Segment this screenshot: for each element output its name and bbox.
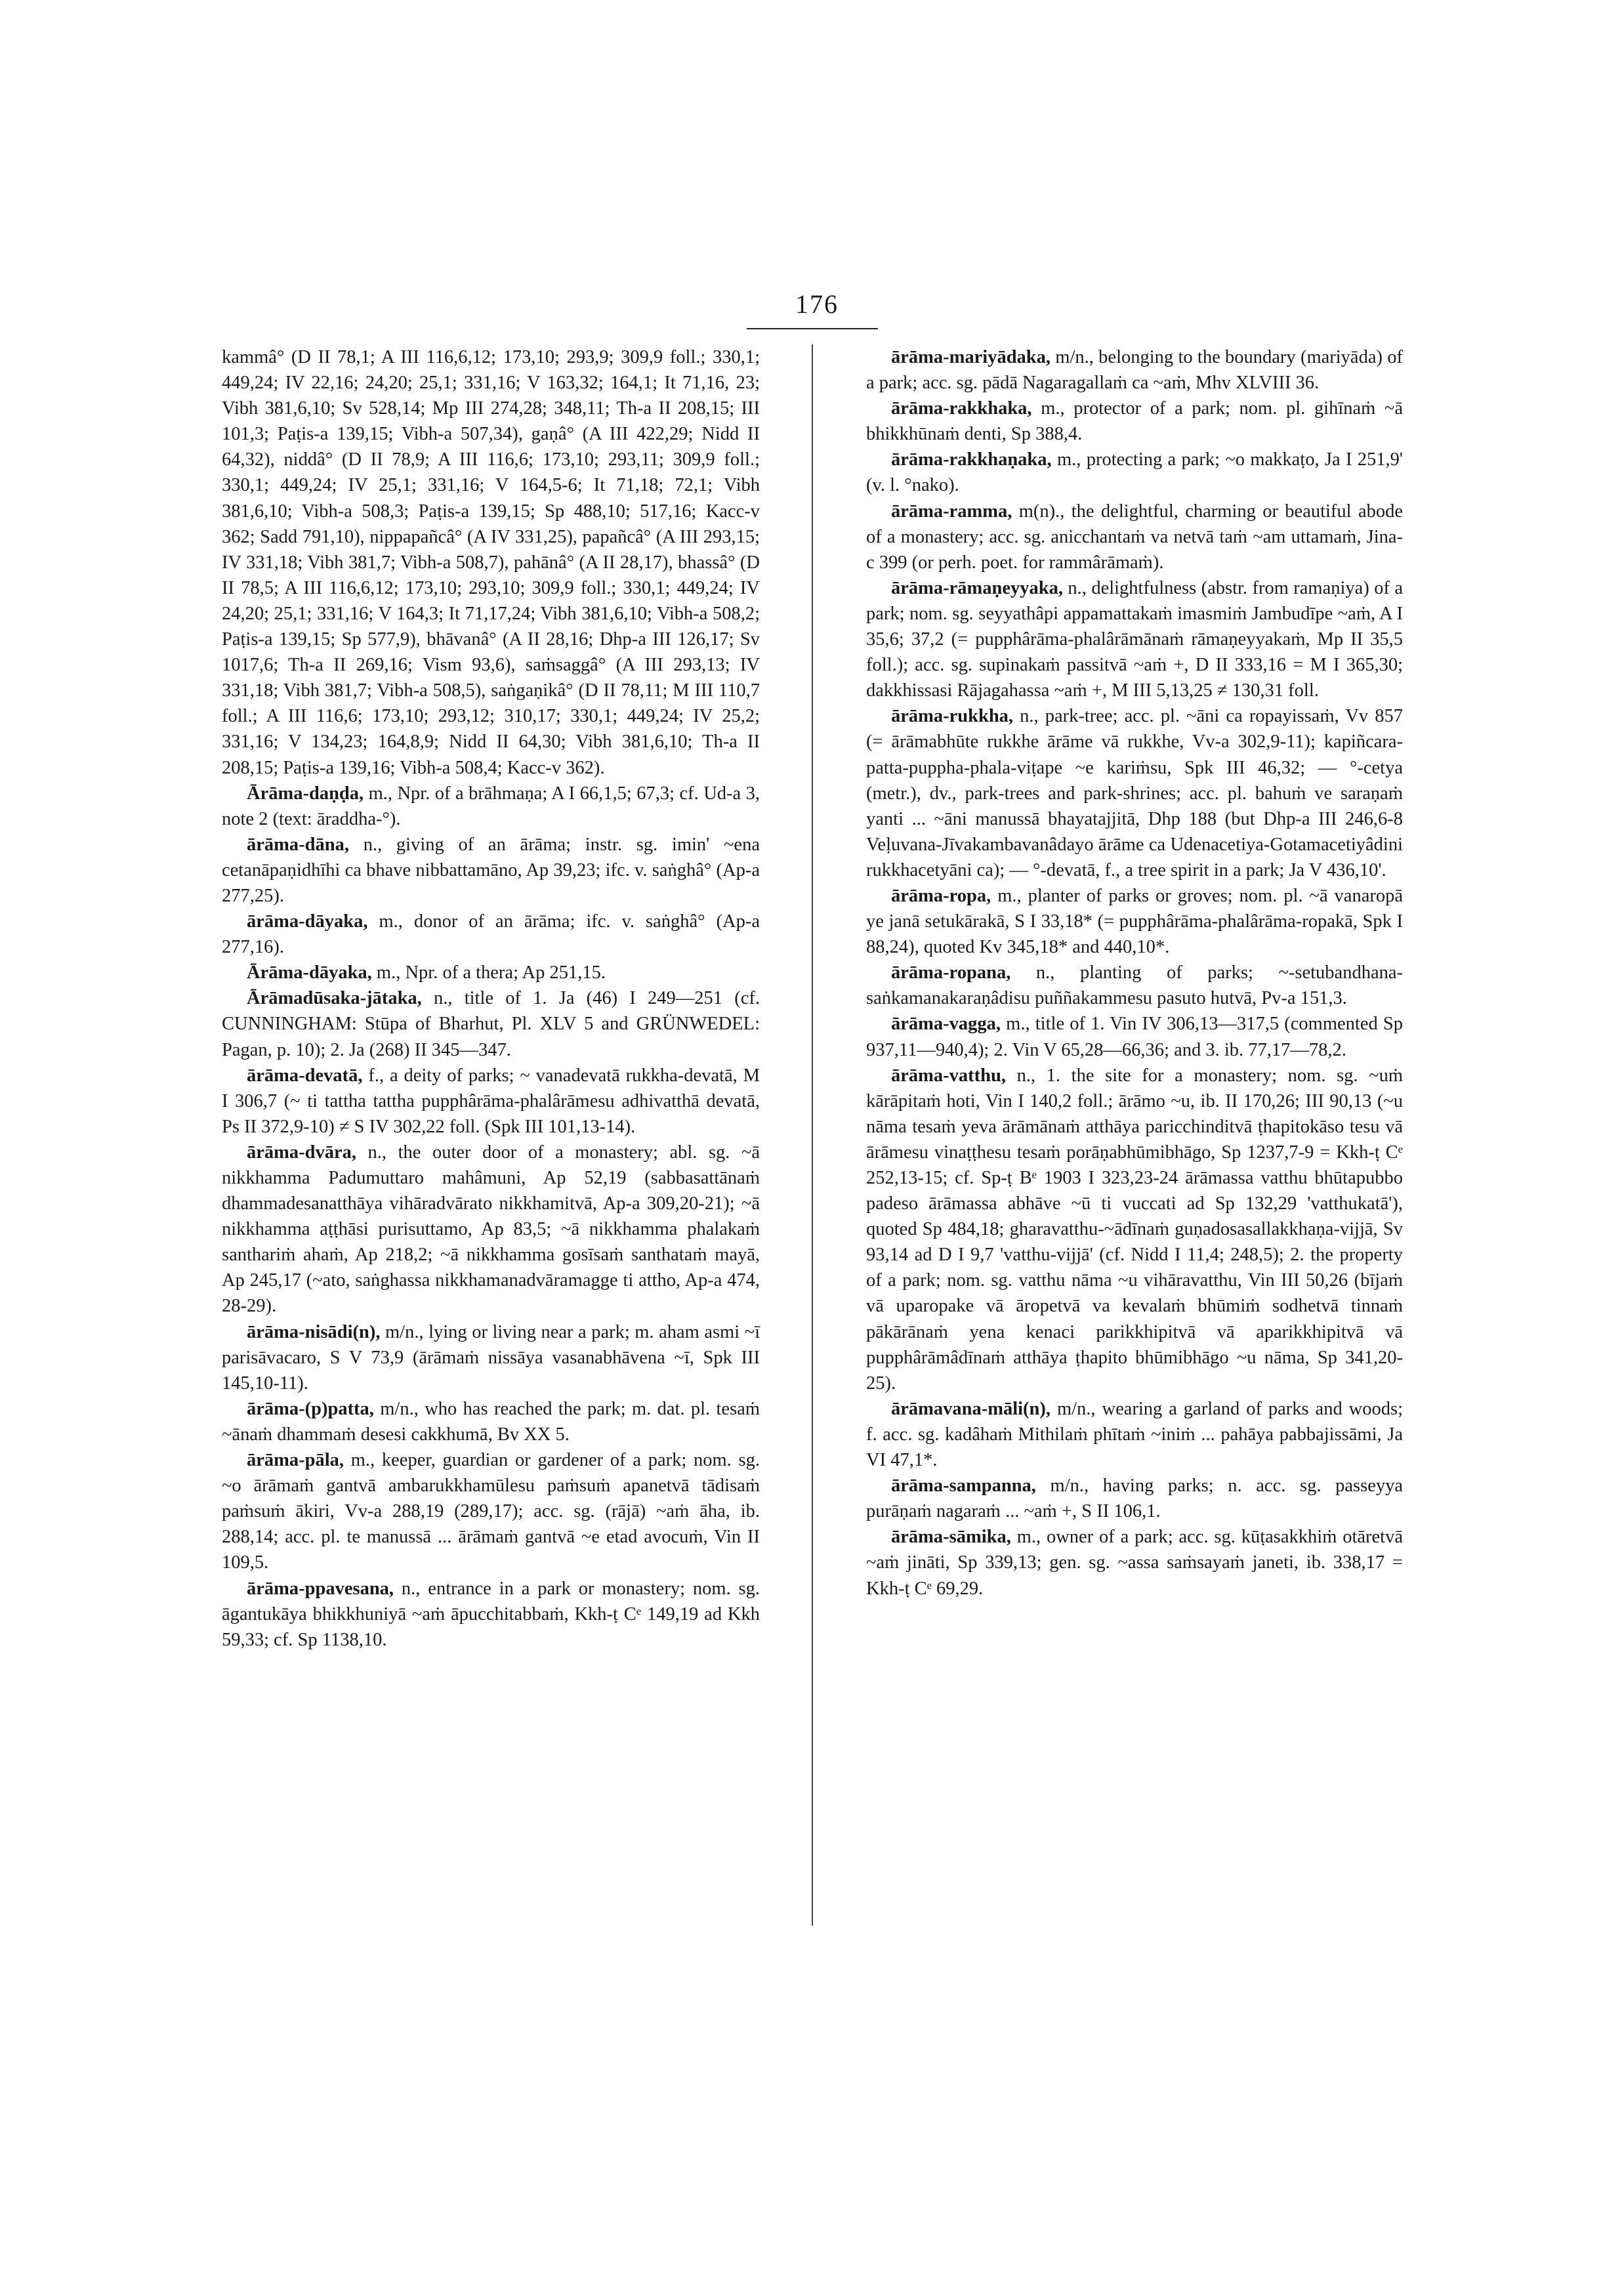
entry-body: m., title of 1. Vin IV 306,13—317,5 (commented Sp 937,11—940,4); 2. Vin V 65,28—66,36; and 3. ib. 77,17—78,2.: [866, 1014, 1403, 1060]
entry-body: n., entrance in a park or monastery; nom. sg. āgantukāya bhikkhuniyā ~aṁ āpucchitabbaṁ, Kkh-ṭ Cᵉ 149,19 ad Kkh 59,33; cf. Sp 1138,10.: [222, 1578, 760, 1650]
entry-body: m/n., having parks; n. acc. sg. passeyya purāṇaṁ nagaraṁ ... ~aṁ +, S II 106,1.: [866, 1476, 1403, 1522]
column-divider: [812, 344, 813, 1926]
dictionary-entry: [866, 344, 1403, 396]
dictionary-entry: [222, 1063, 760, 1140]
dictionary-entry: [866, 1396, 1403, 1473]
dictionary-entry: [866, 1524, 1403, 1601]
entry-headword: ārāmavana-māli(n),: [891, 1398, 1051, 1419]
entry-headword: ārāma-vatthu,: [891, 1065, 1006, 1086]
dictionary-entry: [866, 1011, 1403, 1062]
entry-headword: ārāma-pāla,: [247, 1450, 344, 1471]
entry-headword: ārāma-sampanna,: [891, 1476, 1036, 1497]
entry-headword: ārāma-rakkhaṇaka,: [891, 449, 1052, 470]
entry-headword: ārāma-ropa,: [891, 885, 991, 906]
dictionary-entry: [866, 703, 1403, 883]
dictionary-entry: [866, 1473, 1403, 1524]
dictionary-entry: [866, 960, 1403, 1011]
entry-body: n., 1. the site for a monastery; nom. sg. ~uṁ kārāpitaṁ hoti, Vin I 140,2 foll.; ārāmo ~u, ib. II 170,26; III 90,13 (~u nāma tesaṁ yeva ārāmānaṁ atthāya paricchinditvā ṭhapitokāso tesu vā ārāmesu vinaṭṭhesu tesaṁ porāṇabhūmibhāgo, Sp 1237,7-9 = Kkh-ṭ Cᵉ 252,13-15; cf. Sp-ṭ Bᵉ 1903 I 323,23-24 ārāmassa vatthu bhūtapubbo padeso ārāmassa abhāve ~ū ti vuccati ad Sp 132,29 'vatthukatā'), quoted Sp 484,18; gharavatthu-~ādīnaṁ guṇadosasallakkhaṇa-vijjā, Sv 93,14 ad D I 9,7 'vatthu-vijjā' (cf. Nidd I 11,4; 248,5); 2. the property of a park; nom. sg. vatthu nāma ~u vihāravatthu, Vin III 50,26 (bījaṁ vā uparopake vā āropetvā va kevalaṁ bhūmiṁ sodhetvā tinnaṁ pākārānaṁ yena kenaci parikkhipitvā vā aparikkhipitvā vā pupphârāmâdīnaṁ atthāya ṭhapito bhūmibhāgo ~u nāma, Sp 341,20-25).: [866, 1065, 1403, 1394]
entry-headword: ārāma-dāna,: [247, 834, 349, 855]
page-number: 176: [795, 289, 839, 319]
dictionary-entry: [222, 1576, 760, 1653]
entry-headword: ārāma-vagga,: [891, 1014, 1001, 1035]
right-column: [866, 344, 1403, 1602]
entry-body: m(n)., the delightful, charming or beautiful abode of a monastery; acc. sg. anicchantaṁ va netvā taṁ ~am uttamaṁ, Jina-c 399 (or perh. poet. for rammârāmaṁ).: [866, 501, 1403, 573]
entry-body: n., the outer door of a monastery; abl. sg. ~ā nikkhamma Padumuttaro mahâmuni, Ap 52,19 (sabbasattānaṁ dhammadesanatthāya vihāradvārato nikkhamitvā, Ap-a 309,20-21); ~ā nikkhamma aṭṭhāsi purisuttamo, Ap 83,5; ~ā nikkhamma phalakaṁ santhariṁ ahaṁ, Ap 218,2; ~ā nikkhamma gosīsaṁ santhataṁ mayā, Ap 245,17 (~ato, saṅghassa nikkhamanadvāramagge ti attho, Ap-a 474, 28-29).: [222, 1142, 760, 1317]
entry-headword: ārāma-sāmika,: [891, 1527, 1011, 1548]
entry-headword: Ārāmadūsaka-jātaka,: [247, 988, 422, 1009]
entry-body: m., protector of a park; nom. pl. gihīnaṁ ~ā bhikkhūnaṁ denti, Sp 388,4.: [866, 398, 1403, 445]
dictionary-entry: [222, 832, 760, 909]
entry-body: m., protecting a park; ~o makkaṭo, Ja I 251,9' (v. l. °nako).: [866, 449, 1403, 496]
entry-headword: ārāma-ppavesana,: [247, 1578, 394, 1599]
entry-body: m., donor of an ārāma; ifc. v. saṅghâ° (Ap-a 277,16).: [222, 911, 760, 958]
entry-body: m/n., wearing a garland of parks and woods; f. acc. sg. kadâhaṁ Mithilaṁ phītaṁ ~iniṁ ... pahāya pabbajissāmi, Ja VI 47,1*.: [866, 1398, 1403, 1471]
entry-headword: ārāma-(p)patta,: [247, 1398, 374, 1419]
entry-body: f., a deity of parks; ~ vanadevatā rukkha-devatā, M I 306,7 (~ ti tattha tattha pupphârāma-phalârāmesu adhivatthā devatā, Ps II 372,9-10) ≠ S IV 302,22 foll. (Spk III 101,13-14).: [222, 1065, 760, 1137]
left-column: [222, 344, 760, 1653]
dictionary-entry: [222, 1396, 760, 1447]
entry-body: m/n., lying or living near a park; m. aham asmi ~ī parisāvacaro, S V 73,9 (ārāmaṁ nissāya vasanabhāvena ~ī, Spk III 145,10-11).: [222, 1321, 760, 1394]
entry-headword: ārāma-nisādi(n),: [247, 1321, 381, 1342]
dictionary-entry: [866, 1063, 1403, 1396]
dictionary-entry: [222, 960, 760, 985]
entry-body: m/n., belonging to the boundary (mariyāda) of a park; acc. sg. pādā Nagaragallaṁ ca ~aṁ, Mhv XLVIII 36.: [866, 347, 1403, 394]
entry-headword: ārāma-rakkhaka,: [891, 398, 1032, 419]
entry-headword: ārāma-dvāra,: [247, 1142, 357, 1163]
dictionary-entry: [866, 499, 1403, 575]
entry-headword: ārāma-rāmaṇeyyaka,: [891, 577, 1063, 598]
entry-body: n., park-tree; acc. pl. ~āni ca ropayissaṁ, Vv 857 (= ārāmabhūte rukkhe ārāme vā rukkhe, Vv-a 302,9-11); kapiñcara-patta-puppha-phala-viṭape ~e kariṁsu, Spk III 46,32; — °-cetya (metr.), dv., park-trees and park-shrines; acc. pl. bahuṁ ve saraṇaṁ yanti ... ~āni manussā bhayatajjitā, Dhp 188 (but Dhp-a III 246,6-8 Veḷuvana-Jīvakambavanâdayo ārāme ca Udenacetiya-Gotamacetiyâdini rukkhacetyāni ca); — °-devatā, f., a tree spirit in a park; Ja V 436,10'.: [866, 706, 1403, 880]
entry-headword: ārāma-ropana,: [891, 962, 1011, 983]
entry-body: m/n., who has reached the park; m. dat. pl. tesaṁ ~ānaṁ dhammaṁ desesi cakkhumā, Bv XX 5.: [222, 1398, 760, 1445]
dictionary-entry: [222, 909, 760, 960]
dictionary-entry: [866, 575, 1403, 703]
entry-headword: ārāma-mariyādaka,: [891, 347, 1051, 367]
dictionary-entry: [222, 985, 760, 1062]
entry-body: m., keeper, guardian or gardener of a park; nom. sg. ~o ārāmaṁ gantvā ambarukkhamūlesu paṁsuṁ apanetvā tādisaṁ paṁsuṁ ākiri, Vv-a 288,19 (289,17); acc. sg. (rājā) ~aṁ āha, ib. 288,14; acc. pl. te manussā ... ārāmaṁ gantvā ~e etad avocuṁ, Vin II 109,5.: [222, 1450, 760, 1573]
entry-body: n., title of 1. Ja (46) I 249—251 (cf. CUNNINGHAM: Stūpa of Bharhut, Pl. XLV 5 and GRÜNWEDEL: Pagan, p. 10); 2. Ja (268) II 345—347.: [222, 988, 760, 1060]
entry-body: kammâ° (D II 78,1; A III 116,6,12; 173,10; 293,9; 309,9 foll.; 330,1; 449,24; IV 22,16; 24,20; 25,1; 331,16; V 163,32; 164,1; It 71,16, 23; Vibh 381,6,10; Sv 528,14; Mp III 274,28; 348,11; Th-a II 208,15; III 101,3; Paṭis-a 139,15; Vibh-a 507,34), gaṇâ° (A III 422,29; Nidd II 64,32), niddâ° (D II 78,9; A III 116,6; 173,10; 293,11; 309,9 foll.; 330,1; 449,24; IV 25,1; 331,16; V 164,5-6; It 71,18; 72,1; Vibh 381,6,10; Vibh-a 508,3; Paṭis-a 139,15; Sp 488,10; 517,16; Kacc-v 362; Sadd 791,10), nippapañcâ° (A IV 331,25), papañcâ° (A III 293,15; IV 331,18; Vibh 381,7; Vibh-a 508,7), pahānâ° (A II 28,17), bhassâ° (D II 78,5; A III 116,6,12; 173,10; 293,10; 309,9 foll.; 330,1; 449,24; IV 24,20; 25,1; 331,16; V 164,3; It 71,17,24; Vibh 381,6,10; Vibh-a 508,2; Paṭis-a 139,15; Sp 577,9), bhāvanâ° (A II 28,16; Dhp-a III 126,17; Sv 1017,6; Th-a II 269,16; Vism 93,6), saṁsaggâ° (A III 293,13; IV 331,18; Vibh 381,7; Vibh-a 508,5), saṅgaṇikâ° (D II 78,11; M III 110,7 foll.; A III 116,6; 173,10; 293,12; 310,17; 330,1; 449,24; IV 25,2; 331,16; V 134,23; 164,8,9; Nidd II 64,30; Vibh 381,6,10; Th-a II 208,15; Paṭis-a 139,16; Vibh-a 508,4; Kacc-v 362).: [222, 347, 760, 778]
entry-headword: ārāma-rukkha,: [891, 706, 1014, 727]
dictionary-entry: [866, 447, 1403, 498]
entry-body: n., giving of an ārāma; instr. sg. imin' ~ena cetanāpaṇidhīhi ca bhave nibbattamāno, Ap 39,23; ifc. v. saṅghâ° (Ap-a 277,25).: [222, 834, 760, 906]
entry-headword: ārāma-devatā,: [247, 1065, 363, 1086]
entry-body: m., owner of a park; acc. sg. kūṭasakkhiṁ otāretvā ~aṁ jināti, Sp 339,13; gen. sg. ~assa saṁsayaṁ janeti, ib. 338,17 = Kkh-ṭ Cᵉ 69,29.: [866, 1527, 1403, 1599]
entry-body: m., planter of parks or groves; nom. pl. ~ā vanaropā ye janā setukārakā, S I 33,18* (= pupphârāma-phalârāma-ropakā, Spk I 88,24), quoted Kv 345,18* and 440,10*.: [866, 885, 1403, 958]
entry-body: m., Npr. of a thera; Ap 251,15.: [371, 962, 606, 983]
entry-body: m., Npr. of a brāhmaṇa; A I 66,1,5; 67,3; cf. Ud-a 3, note 2 (text: āraddha-°).: [222, 783, 760, 829]
entry-body: n., delightfulness (abstr. from ramaṇiya) of a park; nom. sg. seyyathâpi appamattakaṁ imasmiṁ Jambudīpe ~aṁ, A I 35,6; 37,2 (= pupphârāma-phalârāmānaṁ rāmaṇeyyakaṁ, Mp II 35,5 foll.); acc. sg. supinakaṁ passitvā ~aṁ +, D II 333,16 = M I 365,30; dakkhissasi Rājagahassa ~aṁ +, M III 5,13,25 ≠ 130,31 foll.: [866, 577, 1403, 701]
entry-headword: ārāma-ramma,: [891, 501, 1012, 522]
dictionary-entry: [222, 1140, 760, 1319]
header-rule: [747, 328, 878, 329]
dictionary-entry: [222, 1447, 760, 1575]
dictionary-entry: [222, 344, 760, 781]
entry-headword: ārāma-dāyaka,: [247, 911, 368, 932]
entry-body: n., planting of parks; ~-setubandhana-saṅkamanakaraṇâdisu puññakammesu pasuto hutvā, Pv-a 151,3.: [866, 962, 1403, 1009]
dictionary-entry: [866, 396, 1403, 447]
entry-headword: Ārāma-daṇḍa,: [247, 783, 364, 804]
dictionary-entry: [222, 781, 760, 832]
entry-headword: Ārāma-dāyaka,: [247, 962, 372, 983]
dictionary-entry: [866, 883, 1403, 960]
dictionary-entry: [222, 1319, 760, 1396]
